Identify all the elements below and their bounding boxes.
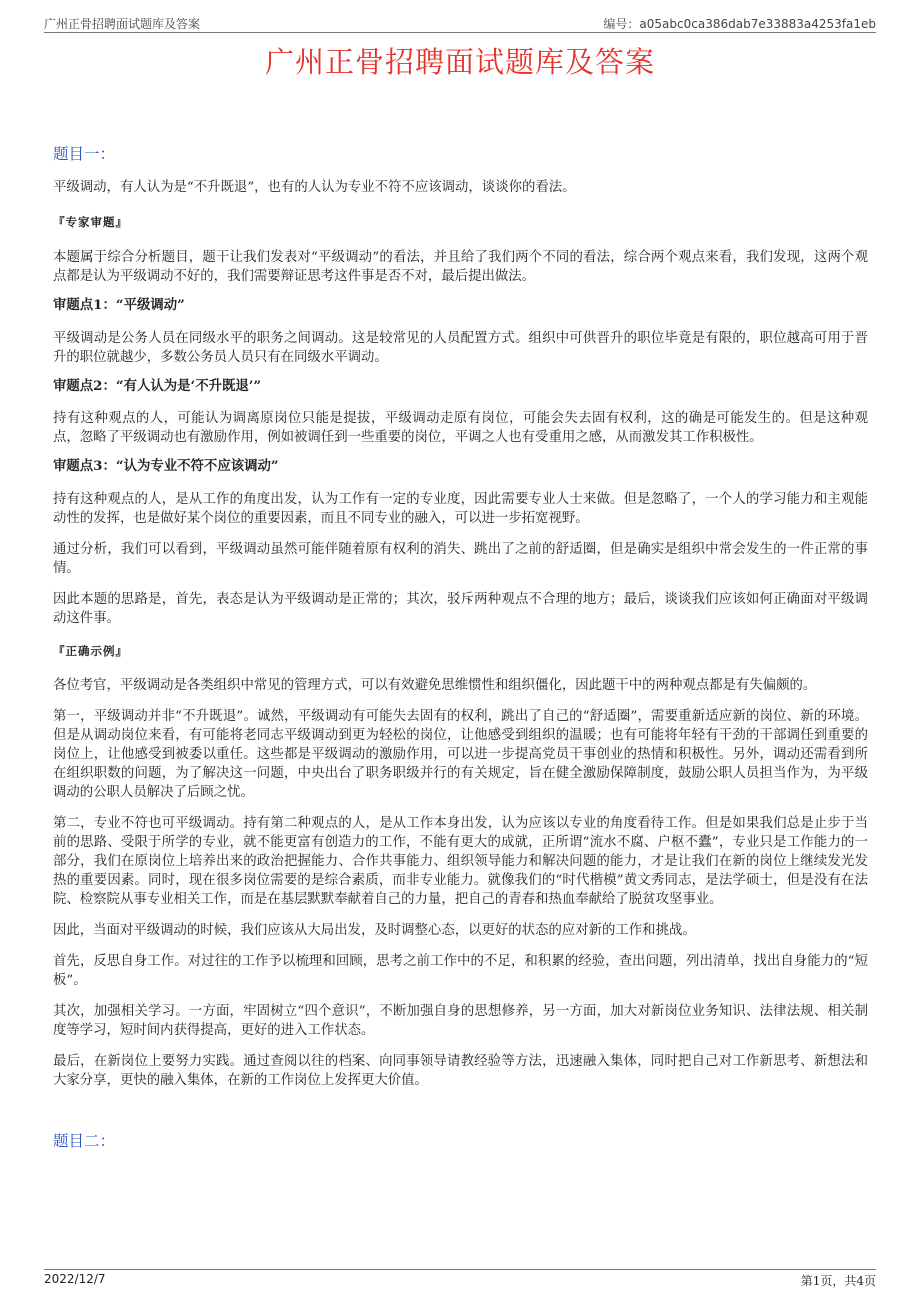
question-1-label: 题目一： — [53, 145, 116, 163]
answer-paragraph-5: 首先，反思自身工作。对过往的工作予以梳理和回顾，思考之前工作中的不足，和积累的经验，查出问题，列出清单，找出自身能力的“短板”。 — [53, 954, 868, 988]
review-point-3-text: 持有这种观点的人，是从工作的角度出发，认为工作有一定的专业度，因此需要专业人士来做。但是忽略了，一个人的学习能力和主观能动性的发挥，也是做好某个岗位的重要因素，而且不同专业的融入，可以进一步拓宽视野。 — [53, 492, 868, 526]
review-point-2-text: 持有这种观点的人，可能认为调离原岗位只能是提拔，平级调动走原有岗位，可能会失去固有权利，这的确是可能发生的。但是这种观点，忽略了平级调动也有激励作用，例如被调任到一些重要的岗位，平调之人也有受重用之感，从而激发其工作积极性。 — [53, 411, 868, 445]
review-point-3-title: 审题点3：“认为专业不符不应该调动” — [53, 458, 279, 474]
question-2-label: 题目二： — [53, 1132, 116, 1150]
review-point-1-text: 平级调动是公务人员在同级水平的职务之间调动。这是较常见的人员配置方式。组织中可供晋升的职位毕竟是有限的，职位越高可用于晋升的职位就越少，多数公务员人员只有在同级水平调动。 — [53, 331, 868, 365]
expert-review-tag: 『专家审题』 — [53, 215, 128, 229]
analysis-paragraph-1: 通过分析，我们可以看到，平级调动虽然可能伴随着原有权利的消失、跳出了之前的舒适圈，但是确实是组织中常会发生的一件正常的事情。 — [53, 542, 868, 576]
review-intro: 本题属于综合分析题目，题干让我们发表对“平级调动”的看法，并且给了我们两个不同的看法，综合两个观点来看，我们发现，这两个观点都是认为平级调动不好的，我们需要辩证思考这件事是否不对，最后提出做法。 — [53, 250, 868, 284]
question-1-text: 平级调动，有人认为是“不升既退”，也有的人认为专业不符不应该调动，谈谈你的看法。 — [53, 180, 576, 195]
answer-paragraph-4: 因此，当面对平级调动的时候，我们应该从大局出发，及时调整心态，以更好的状态的应对新的工作和挑战。 — [53, 923, 696, 938]
analysis-paragraph-2: 因此本题的思路是，首先，表态是认为平级调动是正常的；其次，驳斥两种观点不合理的地方；最后，谈谈我们应该如何正确面对平级调动这件事。 — [53, 592, 868, 626]
answer-paragraph-1: 各位考官，平级调动是各类组织中常见的管理方式，可以有效避免思维惯性和组织僵化，因此题干中的两种观点都是有失偏颇的。 — [53, 678, 817, 693]
footer-date: 2022/12/7 — [44, 1272, 106, 1286]
correct-example-tag: 『正确示例』 — [53, 644, 128, 658]
header-document-title: 广州正骨招聘面试题库及答案 — [44, 17, 201, 31]
review-point-1-title: 审题点1：“平级调动” — [53, 297, 185, 313]
answer-paragraph-6: 其次，加强相关学习。一方面，牢固树立“四个意识”，不断加强自身的思想修养，另一方面，加大对新岗位业务知识、法律法规、相关制度等学习，短时间内获得提高，更好的进入工作状态。 — [53, 1004, 868, 1038]
header-document-id: 编号：a05abc0ca386dab7e33883a4253fa1eb — [603, 17, 876, 31]
answer-paragraph-2: 第一，平级调动并非“不升既退”。诚然，平级调动有可能失去固有的权利，跳出了自己的“舒适圈”，需要重新适应新的岗位、新的环境。但是从调动岗位来看，有可能将老同志平级调动到更为轻松的岗位，让他感受到组织的温暖；也有可能将年轻有干劲的干部调任到重要的岗位上，让他感受到被委以重任。这些都是平级调动的激励作用，可以进一步提高党员干事创业的热情和积极性。另外，调动还需看到所在组织职数的问题，为了解决这一问题，中央出台了职务职级并行的有关规定，旨在健全激励保障制度，鼓励公职人员担当作为，为平级调动的公职人员解决了后顾之忧。 — [53, 709, 868, 800]
footer-page-number: 第1页，共4页 — [800, 1274, 876, 1288]
footer-divider — [44, 1269, 876, 1270]
review-point-2-title: 审题点2：“有人认为是‘不升既退’” — [53, 378, 262, 394]
page-title: 广州正骨招聘面试题库及答案 — [264, 45, 655, 79]
document-body — [53, 145, 868, 1151]
answer-paragraph-3: 第二，专业不符也可平级调动。持有第二种观点的人，是从工作本身出发，认为应该以专业的角度看待工作。但是如果我们总是止步于当前的思路、受限于所学的专业，就不能更富有创造力的工作，不能有更大的成就，正所谓“流水不腐、户枢不蠹”，专业只是工作能力的一部分，我们在原岗位上培养出来的政治把握能力、合作共事能力、组织领导能力和解决问题的能力，才是让我们在新的岗位上继续发光发热的重要因素。同时，现在很多岗位需要的是综合素质，而非专业能力。就像我们的“时代楷模”黄文秀同志，是法学硕士，但是没有在法院、检察院从事专业相关工作，而是在基层默默奉献着自己的力量，把自己的青春和热血奉献给了脱贫攻坚事业。 — [53, 816, 868, 907]
answer-paragraph-7: 最后，在新岗位上要努力实践。通过查阅以往的档案、向同事领导请教经验等方法，迅速融入集体，同时把自己对工作新思考、新想法和大家分享，更快的融入集体，在新的工作岗位上发挥更大价值。 — [53, 1054, 868, 1088]
header-divider — [44, 32, 876, 33]
